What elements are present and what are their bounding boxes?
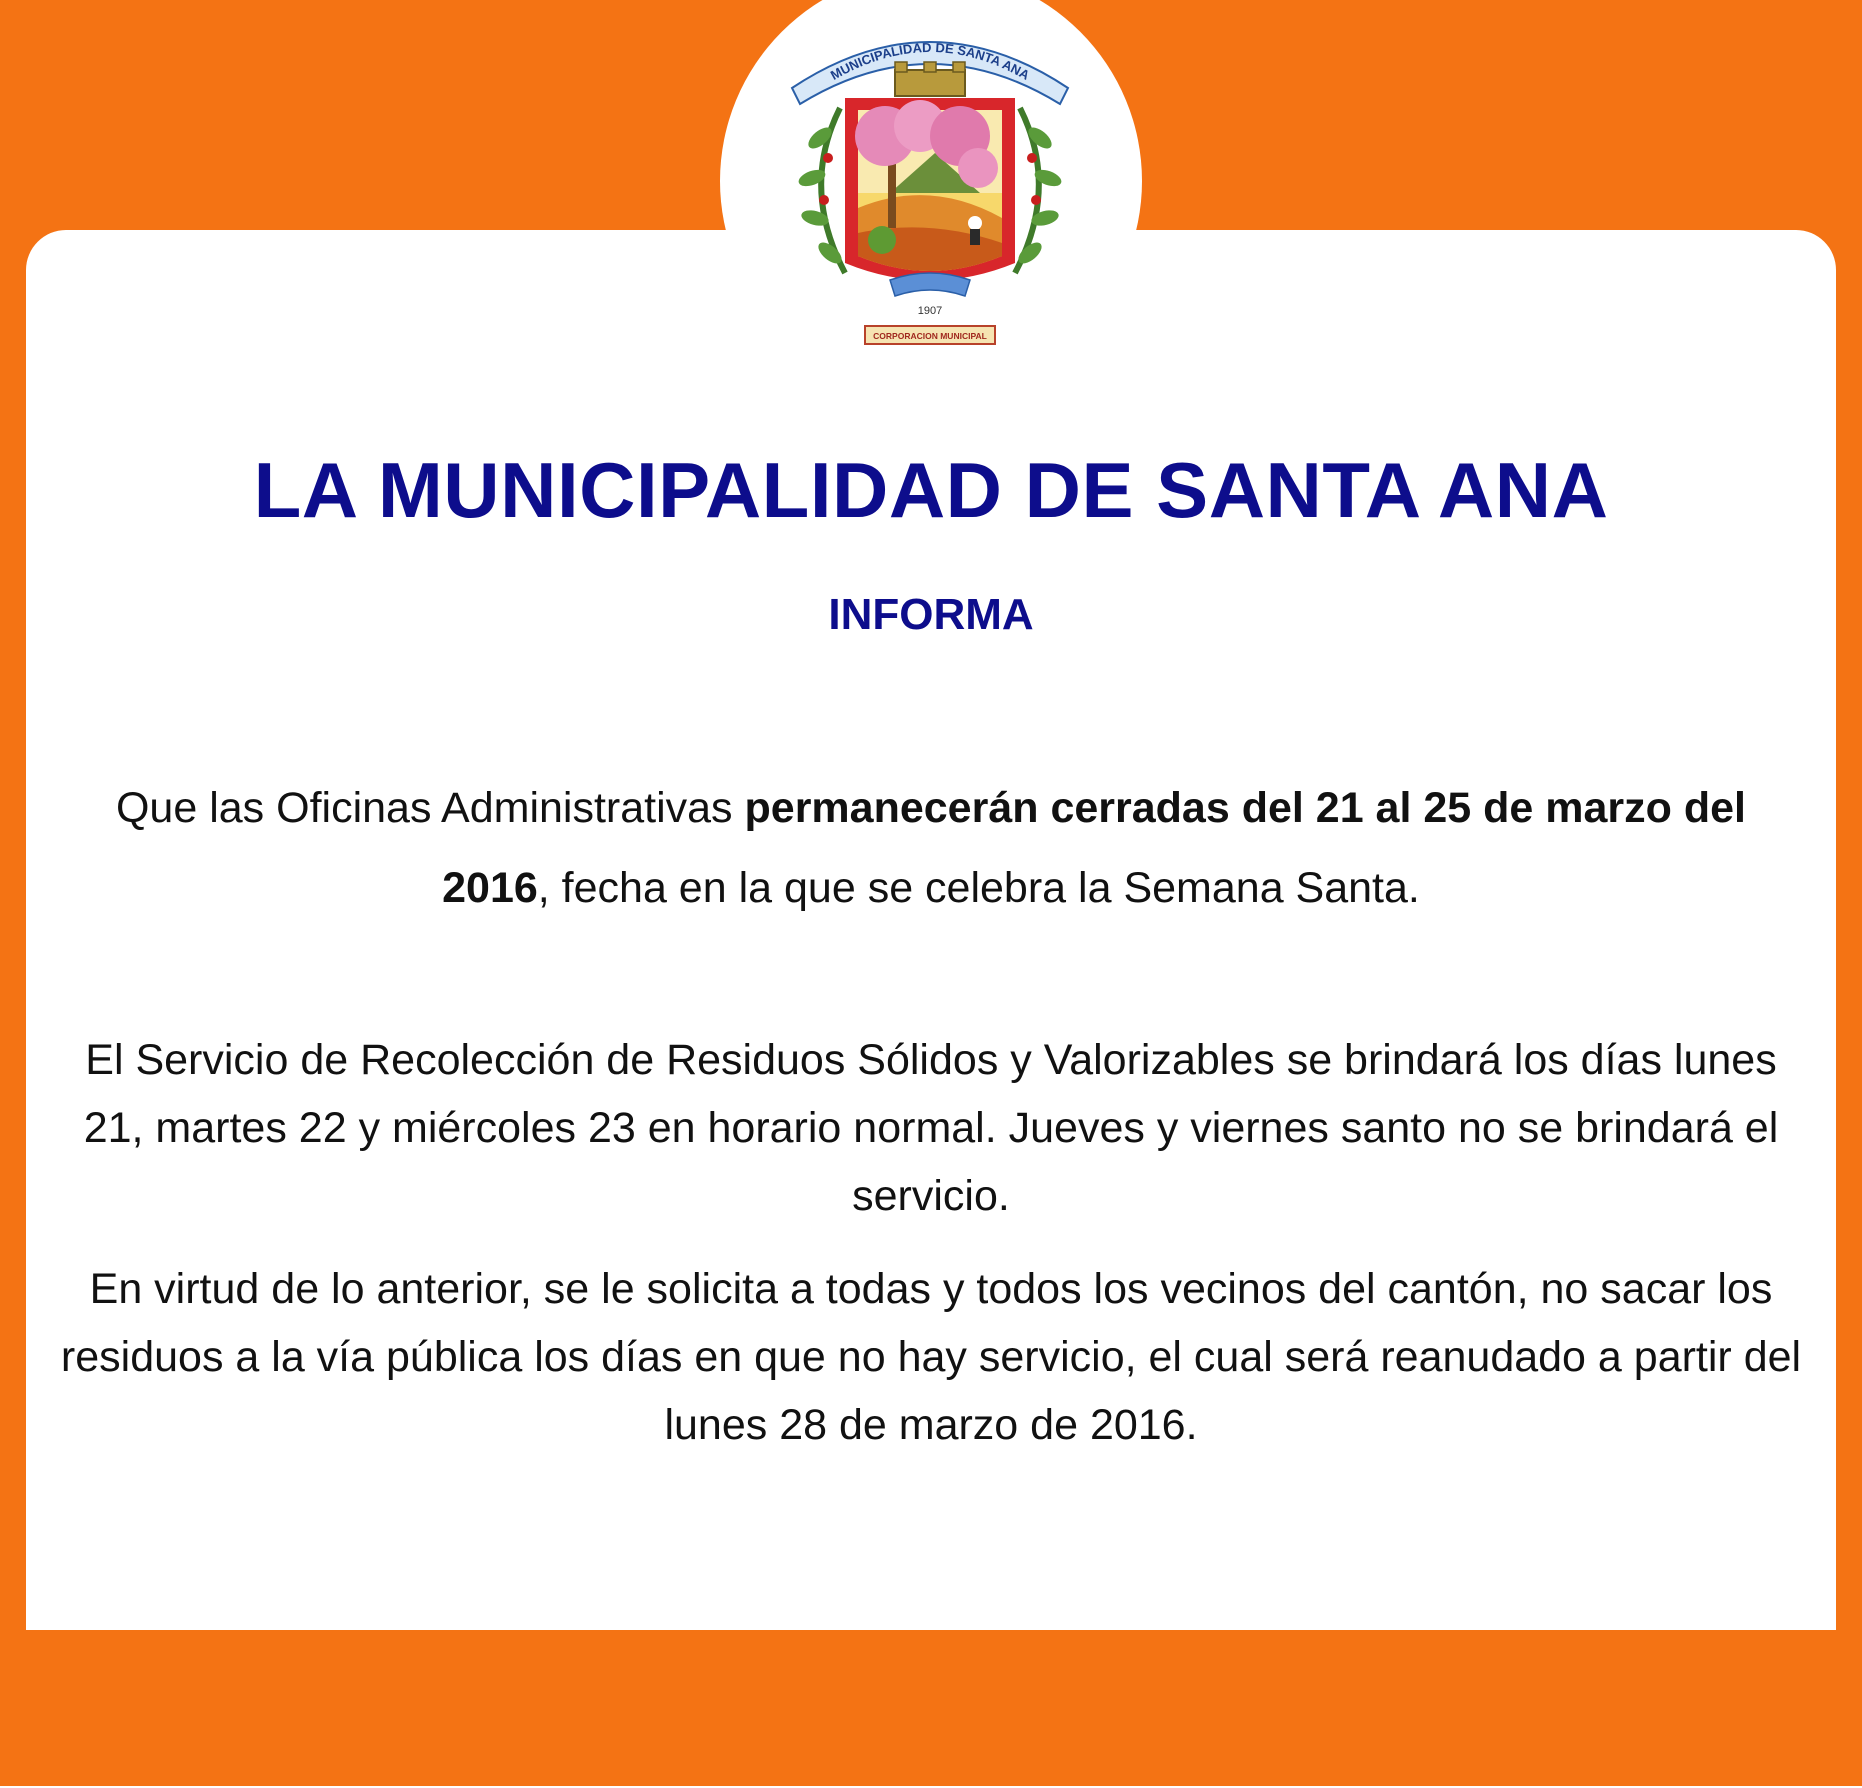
- notice-paragraph-request: En virtud de lo anterior, se le solicita a todas y todos los vecinos del cantón, no sacar los residuos a la vía pública los días en que no hay servicio, el cual será reanudado a partir del lunes 28 de marzo de 2016.: [60, 1265, 1802, 1449]
- closure-lead: Que las Oficinas Administrativas: [115, 784, 745, 832]
- crest-year: 1907: [917, 305, 943, 317]
- page-title: LA MUNICIPALIDAD DE SANTA ANA: [253, 446, 1609, 534]
- closure-dates: permanecerán cerradas del 21 al 25 de marzo del 2016: [442, 784, 1746, 912]
- notice-paragraph-closure: [60, 768, 1802, 928]
- crest-ribbon-text: CORPORACION MUNICIPAL: [873, 331, 987, 341]
- closure-tail: , fecha en la que se celebra la Semana Santa.: [537, 864, 1420, 912]
- crest-banner-text: MUNICIPALIDAD DE SANTA ANA: [827, 39, 1033, 83]
- municipal-crest-logo: [770, 18, 1090, 358]
- page-subtitle: INFORMA: [828, 590, 1034, 639]
- notice-paragraph-collection: El Servicio de Recolección de Residuos Sólidos y Valorizables se brindará los días lunes 21, martes 22 y miércoles 23 en horario normal. Jueves y viernes santo no se brindará el servicio.: [83, 1036, 1779, 1220]
